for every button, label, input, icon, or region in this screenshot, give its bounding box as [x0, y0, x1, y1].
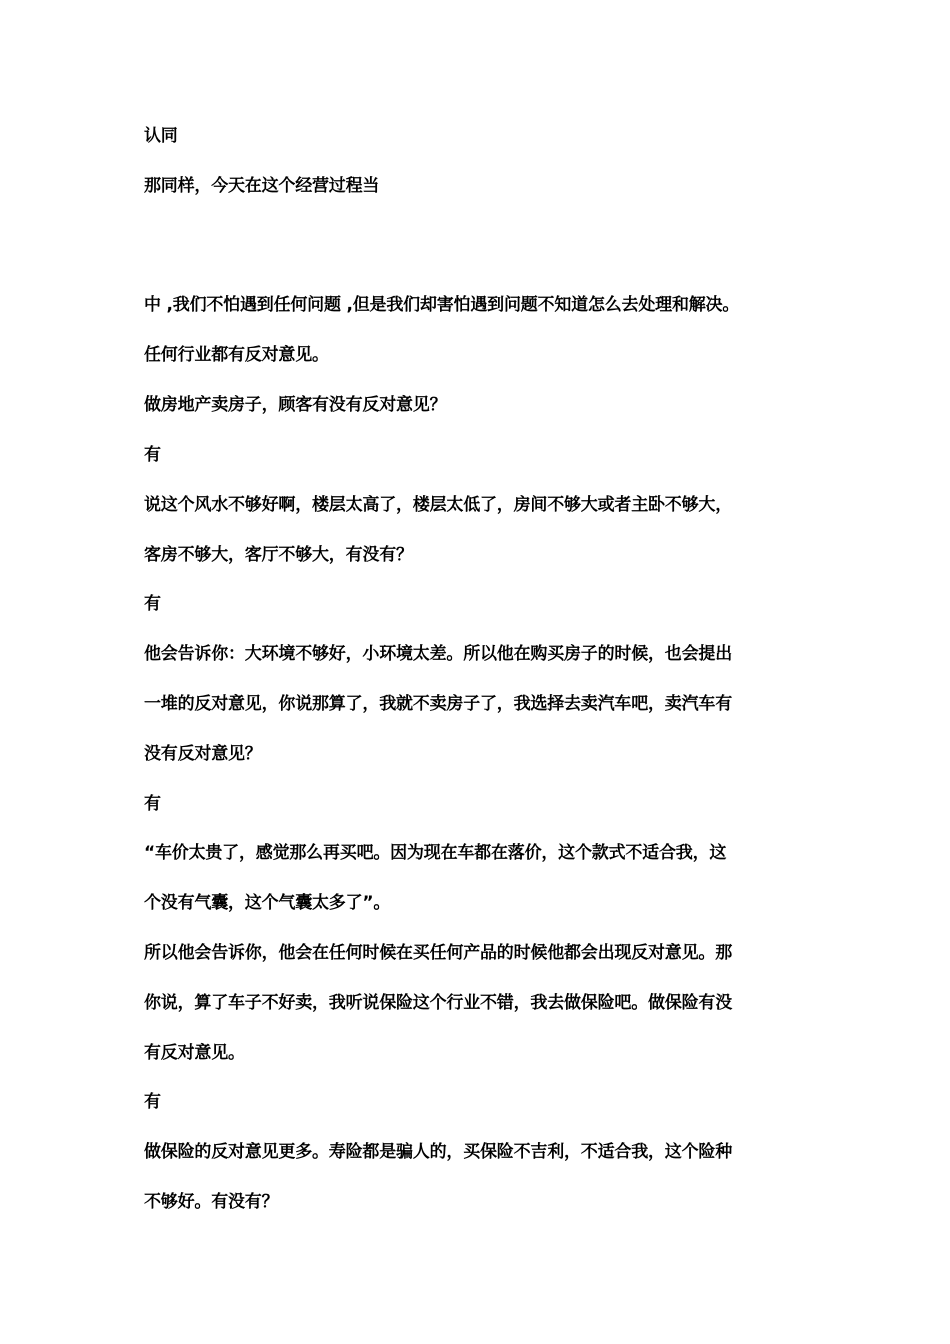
text-line: 有反对意见。: [144, 1043, 245, 1063]
text-line: 你说，算了车子不好卖，我听说保险这个行业不错，我去做保险吧。做保险有没: [144, 993, 732, 1013]
text-line: 做房地产卖房子，顾客有没有反对意见？: [144, 395, 447, 415]
text-line: 中 ,我们不怕遇到任何问题 ,但是我们却害怕遇到问题不知道怎么去处理和解决。: [144, 295, 740, 315]
text-line: 有: [144, 1092, 161, 1112]
text-line: 认同: [144, 126, 178, 146]
text-line: 任何行业都有反对意见。: [144, 345, 329, 365]
text-line: 个没有气囊，这个气囊太多了”。: [144, 893, 391, 913]
text-line: 有: [144, 594, 161, 614]
text-line: 客房不够大，客厅不够大，有没有？: [144, 545, 413, 565]
text-line: 一堆的反对意见，你说那算了，我就不卖房子了，我选择去卖汽车吧，卖汽车有: [144, 694, 732, 714]
text-line: 说这个风水不够好啊，楼层太高了，楼层太低了，房间不够大或者主卧不够大，: [144, 495, 732, 515]
text-line: “车价太贵了，感觉那么再买吧。因为现在车都在落价，这个款式不适合我，这: [144, 843, 727, 863]
text-line: 做保险的反对意见更多。寿险都是骗人的，买保险不吉利，不适合我，这个险种: [144, 1142, 732, 1162]
text-line: 所以他会告诉你，他会在任何时候在买任何产品的时候他都会出现反对意见。那: [144, 943, 732, 963]
text-line: 有: [144, 794, 161, 814]
text-line: 那同样，今天在这个经营过程当: [144, 176, 380, 196]
text-line: 他会告诉你：大环境不够好，小环境太差。所以他在购买房子的时候，也会提出: [144, 644, 732, 664]
text-line: 没有反对意见？: [144, 744, 262, 764]
text-line: 不够好。有没有？: [144, 1192, 279, 1212]
text-line: 有: [144, 445, 161, 465]
